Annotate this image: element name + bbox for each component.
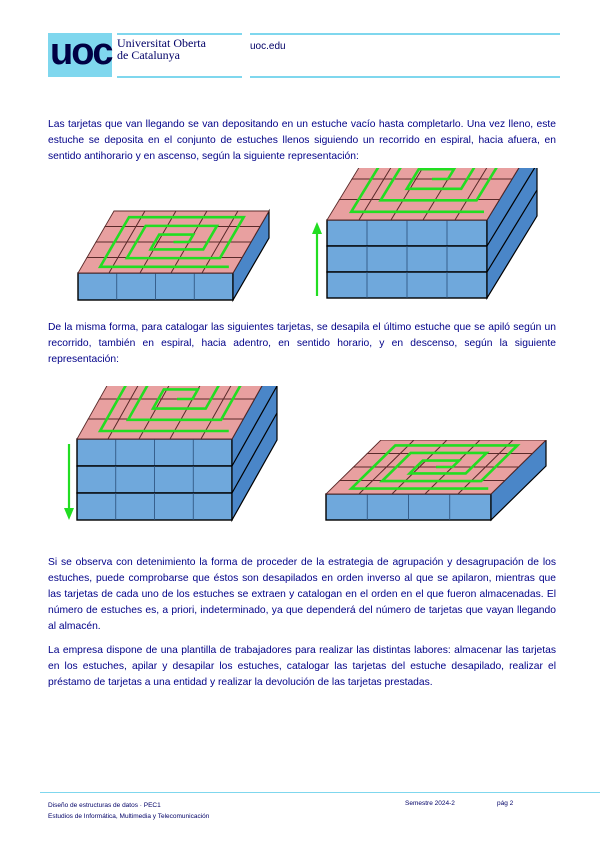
case-stack-1 — [78, 211, 269, 300]
figure-single-layer-push — [70, 178, 270, 306]
header-line-top-right — [250, 33, 560, 35]
paragraph-2: De la misma forma, para catalogar las siguientes tarjetas, se desapila el último estuche que se apiló según un recorrido, también en espiral, hacia adentro, en sentido horario, y en descenso, según la siguiente representación: — [48, 322, 556, 365]
footer-line — [40, 792, 600, 793]
website-link[interactable]: uoc.edu — [250, 41, 286, 52]
university-name-line2: de Catalunya — [117, 48, 180, 62]
figure-single-layer-pop — [318, 440, 558, 530]
footer-left — [48, 800, 209, 822]
footer-semester: Semestre 2024-2 — [405, 800, 455, 807]
down-arrow-icon — [64, 444, 74, 520]
footer-studies: Estudios de Informática, Multimedia y Telecomunicación — [48, 813, 210, 820]
case-stack-1-pop — [326, 440, 546, 520]
paragraph-4: La empresa dispone de una plantilla de trabajadores para realizar las distintas labores: almacenar las tarjetas en los estuches, apilar y desapilar los estuches, catalogar las tarjetas del estuche desapilado, realizar el préstamo de tarjetas a una entidad y realizar la devolución de las tarjetas prestadas. — [48, 645, 556, 688]
paragraph-3: Si se observa con detenimiento la forma de proceder de la estrategia de agrupación y desagrupación de los estuches, puede comprobarse que éstos son desapilados en orden inverso al que se apilaron, mientras que las tarjetas de cada uno de los estuches se extraen y catalogan en el orden en el que fueron almacenadas. El número de estuches es, a priori, indeterminado, ya que dependerá del número de tarjetas que vayan llegando al almacén. — [48, 557, 556, 632]
arrow-head — [312, 222, 322, 234]
uoc-logo: uoc — [50, 31, 112, 73]
footer-course: Diseño de estructuras de datos · PEC1 — [48, 802, 161, 809]
header-line-bottom-right — [250, 76, 560, 78]
up-arrow-icon — [312, 222, 322, 296]
case-stack-3 — [327, 168, 537, 298]
header-line-bottom-left — [117, 76, 242, 78]
header-line-top-left — [117, 33, 242, 35]
case-stack-3-pop — [77, 386, 277, 520]
figure-three-layers-push — [305, 168, 555, 308]
paragraph-1: Las tarjetas que van llegando se van depositando en un estuche vacío hasta completarlo. Una vez lleno, este estuche se deposita en el conjunto de estuches llenos siguiendo un recorrido en espiral, hacia afuera, en sentido antihorario y en ascenso, según la siguiente representación: — [48, 119, 556, 162]
footer-page-number: pág 2 — [497, 800, 514, 807]
arrow-head — [64, 508, 74, 520]
university-name-line1: Universitat Oberta — [117, 36, 206, 50]
figure-three-layers-pop — [55, 386, 280, 526]
university-name — [117, 37, 206, 61]
